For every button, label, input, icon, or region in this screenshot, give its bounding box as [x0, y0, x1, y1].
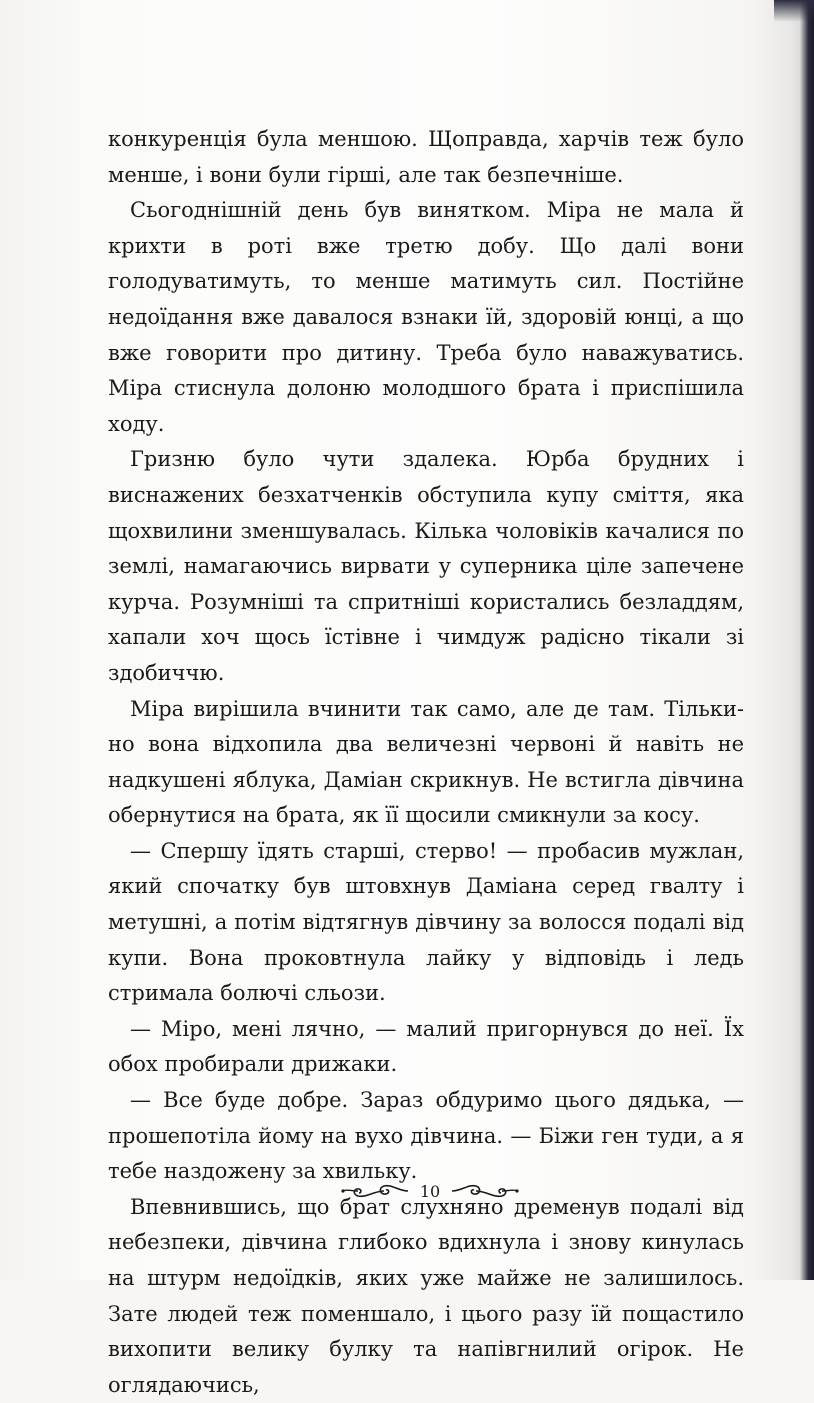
- right-ornament-icon: [450, 1180, 520, 1202]
- paragraph: Сьогоднішній день був винятком. Міра не мала й крихти в роті вже третю добу. Що далі вони голодуватимуть, то менше матимуть сил. Постійне недоїдання вже давалося взнаки їй, здоровій юнці, а що вже говорити про дитину. Треба було наважуватись. Міра стиснула долоню молодшого брата і приспішила ходу.: [108, 198, 744, 436]
- left-ornament-icon: [340, 1180, 410, 1202]
- book-cover-edge: [800, 0, 814, 1280]
- paragraph: конкуренція була меншою. Щоправда, харчів теж було менше, і вони були гірші, але так безпечніше.: [108, 127, 744, 187]
- paragraph: Гризню було чути здалека. Юрба брудних і виснажених безхатченків обступила купу сміття, яка щохвилини зменшувалась. Кілька чоловіків качалися по землі, намагаючись вирвати у суперника ціле запечене курча. Розумніші та спритніші користались безладдям, хапали хоч щось їстівне і чимдуж радісно тікали зі здобиччю.: [108, 447, 744, 685]
- page-number: 10: [419, 1181, 441, 1201]
- book-cover-corner: [774, 0, 814, 22]
- paragraph: Міра вирішила вчинити так само, але де там. Тільки-но вона відхопила два величезні червоні й навіть не надкушені яблука, Даміан скрикнув. Не встигла дівчина обернутися на брата, як її щосили смикнули за косу.: [108, 696, 744, 828]
- paragraph: Впевнившись, що брат слухняно дременув подалі від небезпеки, дівчина глибоко вдихнула і знову кинулась на штурм недоїдків, яких уже майже не залишилось. Зате людей теж поменшало, і цього разу їй пощастило вихопити велику булку та напівгнилий огірок. Не оглядаючись,: [108, 1194, 744, 1397]
- paragraph: — Міро, мені лячно, — малий пригорнувся до неї. Їх обох пробирали дрижаки.: [108, 1016, 744, 1077]
- paragraph: — Спершу їдять старші, стерво! — пробасив мужлан, який спочатку був штовхнув Даміана серед гвалту і метушні, а потім відтягнув дівчину за волосся подалі від купи. Вона проковтнула лайку у відповідь і ледь стримала болючі сльози.: [108, 838, 744, 1006]
- page-text: [108, 122, 744, 1403]
- page-footer: [330, 1176, 530, 1206]
- paragraph: — Все буде добре. Зараз обдуримо цього дядька, — прошепотіла йому на вухо дівчина. — Біжи ген туди, а я тебе наздожену за хвильку.: [108, 1088, 744, 1184]
